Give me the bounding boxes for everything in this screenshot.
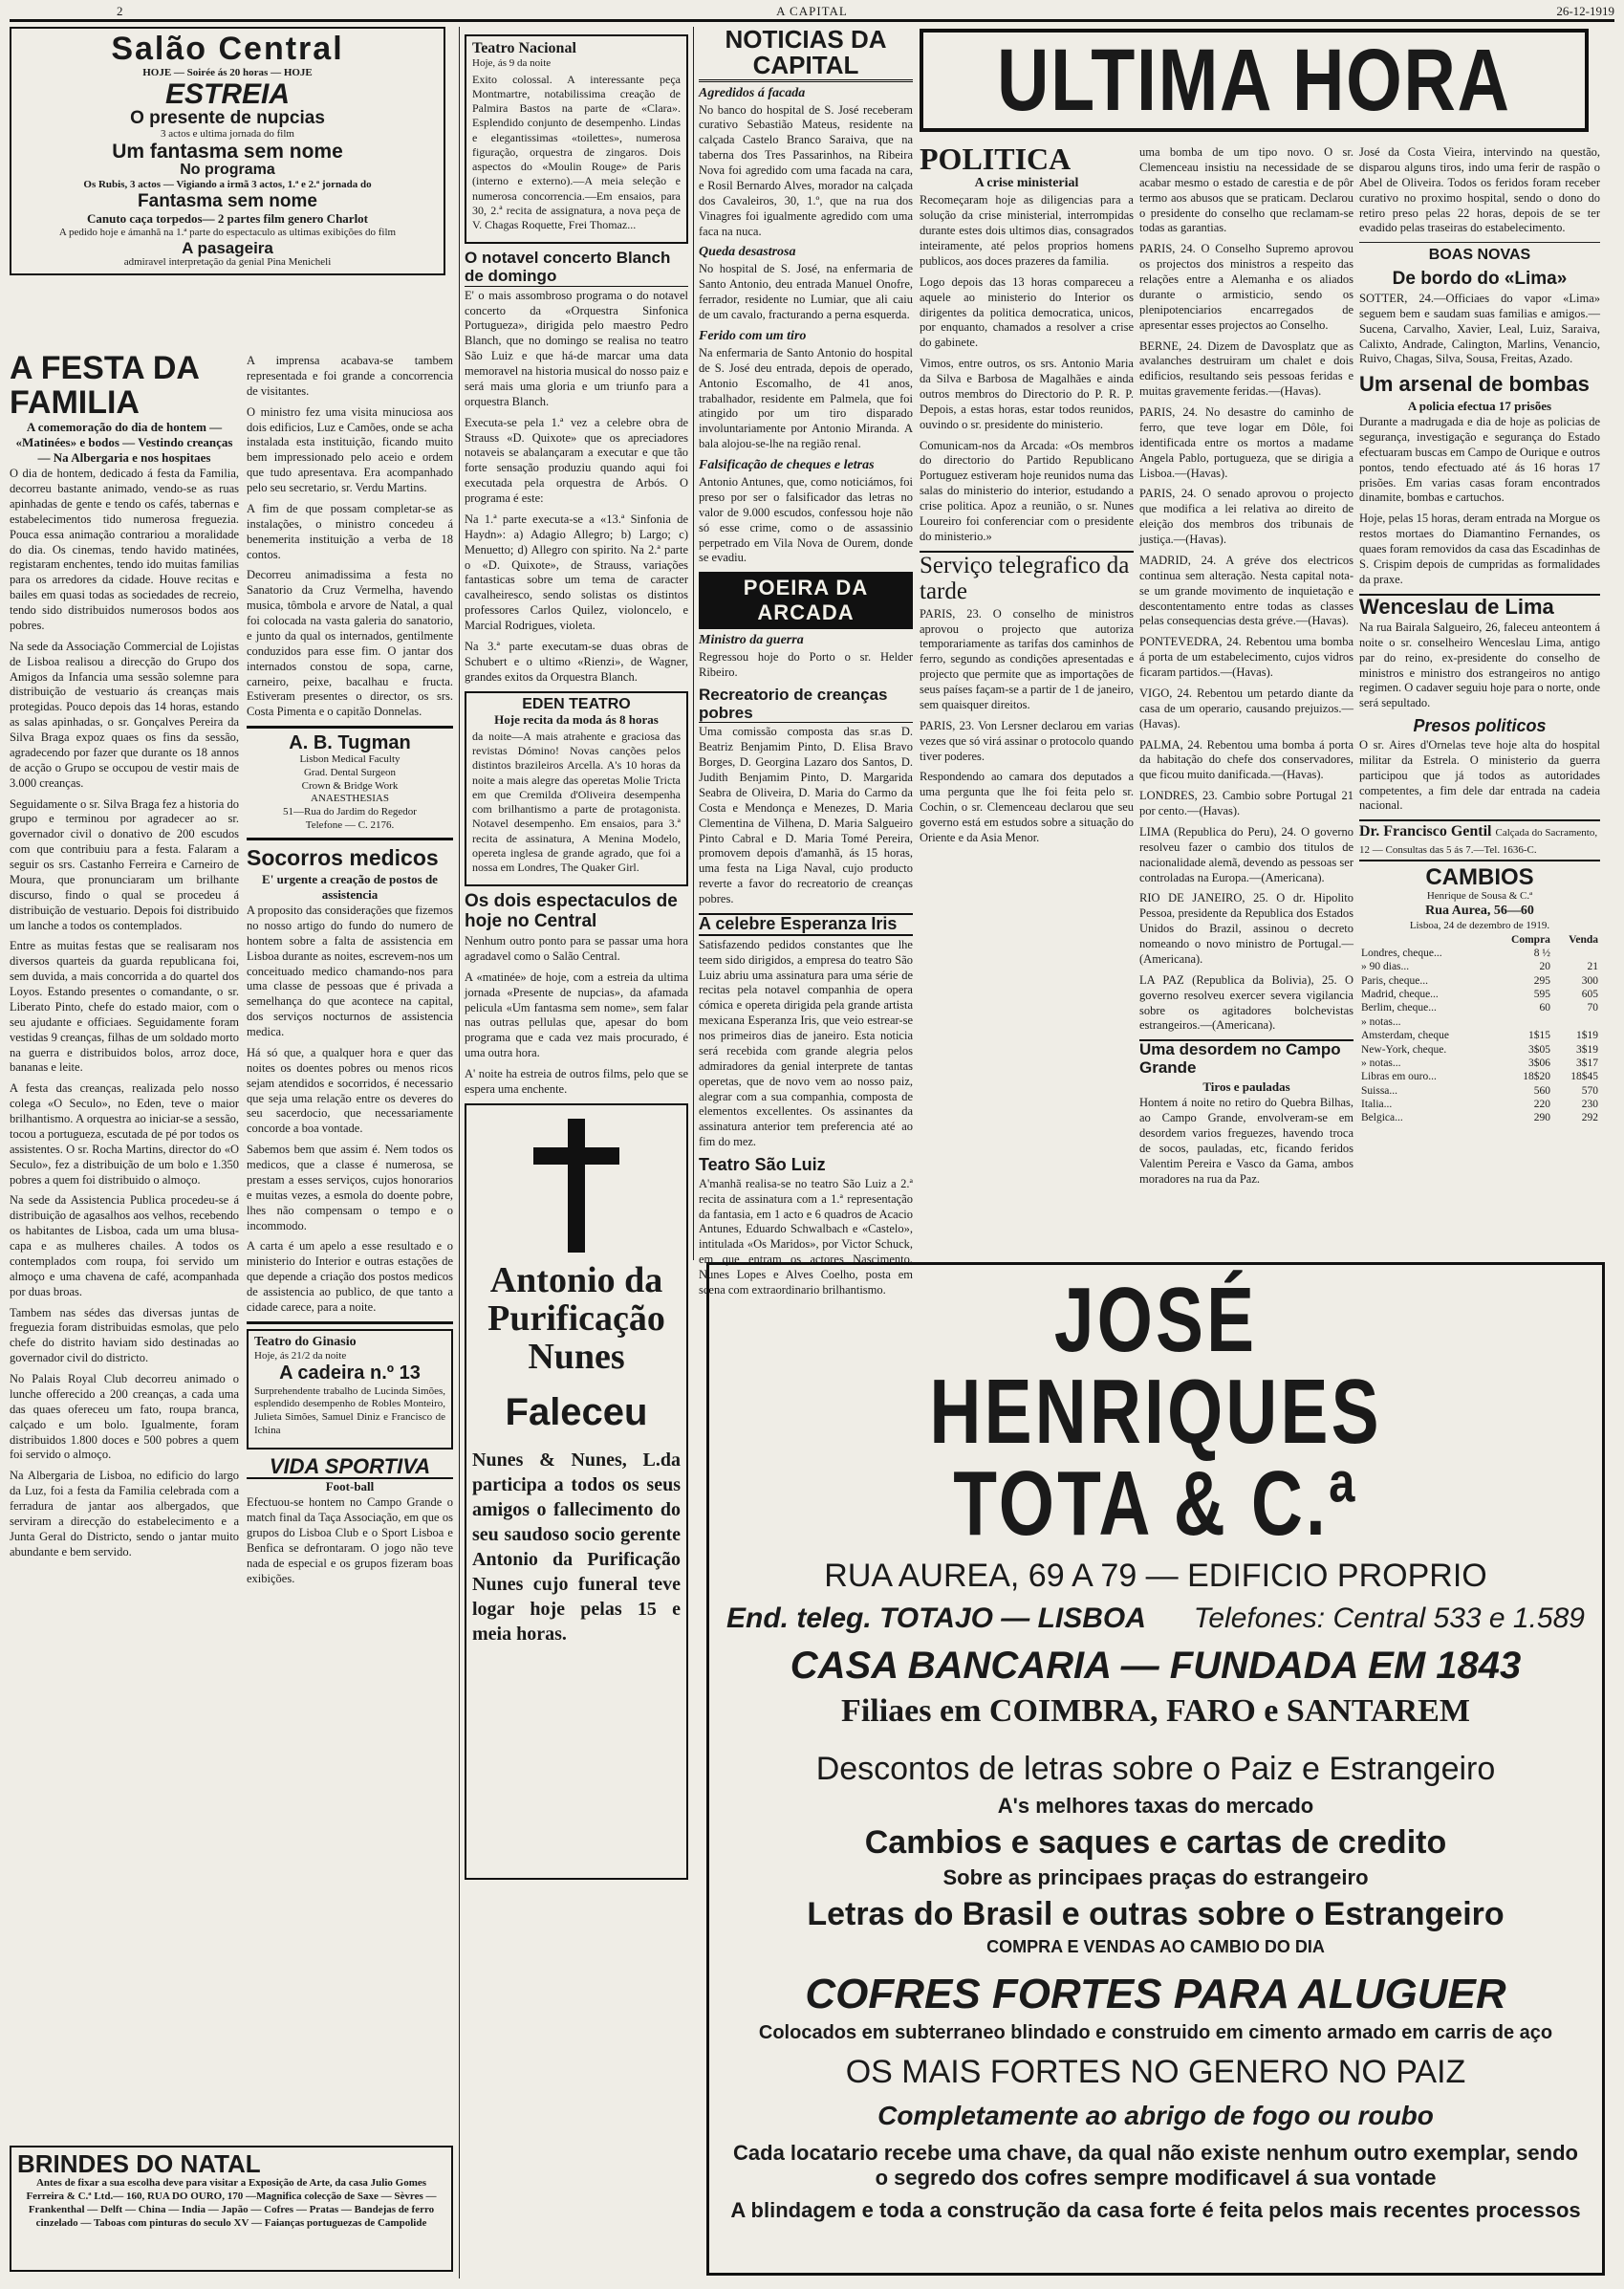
article-paragraph: Respondendo ao camara dos deputados a uma pergunta que lhe foi feita pelo sr. Cochin, o sr. Clemenceau declarou que seu governo está em estudos sobre a situação do Oriente e da Asia Menor. xyxy=(920,770,1134,844)
nacional-hoje: Hoje, ás 9 da noite xyxy=(472,57,552,69)
crise-heading: A crise ministerial xyxy=(974,175,1079,190)
article-paragraph: A fim de que possam completar-se as instalações, o ministro concedeu á benemerita instituição a verba de 18 contos. xyxy=(247,501,453,561)
programme-line: admiravel interpretação da genial Pina Menicheli xyxy=(123,256,332,269)
article-paragraph: Na enfermaria de Santo Antonio do hospital de S. José deu entrada, depois de operado, Antonio Escomalho, de 41 anos, trabalhador, residente em Palmela, que foi atingido por um tiro disparado involuntariamente por Antonio Miranda. A bala alojou-se-lhe na região renal. xyxy=(699,345,913,451)
article-paragraph: Na 1.ª parte executa-se a «13.ª Sinfonia de Haydn»: a) Adagio Allegro; b) Largo; c) Menuetto; d) Allegro con spirito. Na 2.ª parte o «D. Quixote», de Strauss, variações fantasticas sobre um tema de caracter cavalheiresco, sendo solistas os distintos professores Carlos Quilez, violoncelo, e Marcial Rodrigues, violeta. xyxy=(465,512,688,633)
cell: 230 xyxy=(1581,1099,1598,1111)
cell xyxy=(1491,1015,1552,1029)
article-paragraph: Satisfazendo pedidos constantes que lhe teem sido dirigidos, a empresa do teatro São Luiz abriu uma assinatura para uma série de recitas pela notavel companhia de opera cómica e opereta dirigida pela grande artista mexicana Esperanza Iris, que veio estrear-se nos primeiros dias de janeiro. Esta noticia será recebida com grande alegria pelos admiradores da genial interprete de tantas operetas, que de novo vem ao nosso paiz, alegrar com a sua companhia, composta de elementos excellentes. Os assinantes da assinatura anterior tem preferencia até ao fim do mez. xyxy=(699,937,913,1149)
table-row xyxy=(1359,974,1600,988)
nacional-text: Exito colossal. A interessante peça Montmartre, notabilissima creação de Palmira Bastos na parte de «Clara». Esplendido conjunto de desempenho. Lindas e elegantissimas «toilettes», numerosa figuração, orquestra de zingaros. Dois aspectos do «Moulin Rouge» de Paris (interno e externo).—A meia seleção e numerosa concorrencia.—Em ensaios, para 30, 2.ª recita de assignatura, a nova peça de V. Chagas Roquette, Frei Thomaz... xyxy=(472,72,681,232)
news-heading: Falsificação de cheques e letras xyxy=(699,458,875,473)
bank-cambios: Cambios e saques e cartas de credito xyxy=(864,1824,1447,1861)
article-paragraph: MADRID, 24. A gréve dos electricos continua sem alteração. Nesta capital nota-se um grande movimento de inquietação e descontentamento entre todas as classes pelas consequencias desta gréve.—(Havas). xyxy=(1139,553,1353,628)
bank-telephones: Telefones: Central 533 e 1.589 xyxy=(1193,1602,1585,1634)
article-paragraph: PARIS, 23. Von Lersner declarou em varias vezes que só virá assinar o protocolo quando tiver poderes. xyxy=(920,718,1134,763)
cell: 605 xyxy=(1581,989,1598,1001)
tugman-ad xyxy=(247,733,453,833)
bank-abrigo: Completamente ao abrigo de fogo ou roubo xyxy=(877,2101,1434,2130)
desordem-title: Uma desordem no Campo Grande xyxy=(1139,1039,1353,1077)
tugman-title: A. B. Tugman xyxy=(289,732,411,754)
cell: Berlim, cheque... xyxy=(1361,1002,1437,1014)
gentil-ad xyxy=(1359,819,1600,861)
concerto-title: O notavel concerto Blanch de domingo xyxy=(465,250,688,286)
teatro-nacional-ad xyxy=(465,34,688,244)
cell: 290 xyxy=(1533,1112,1550,1124)
ginasio-ad xyxy=(247,1329,453,1450)
bank-founded: CASA BANCARIA — FUNDADA EM 1843 xyxy=(790,1645,1522,1687)
eden-text: da noite—A mais atrahente e graciosa das revistas Dómino! Novas canções pelos distintos brazileiros Arcella. A's 10 horas da noite a mais alegre das operetas Molie Tricta em que Cremilda d'Oliveira desempenha com brilhantismo a parte de protagonista. Notavel desempenho. Em ensaios, para 3.ª recita de assinatura, A Menina Modelo, opereta inglesa de grande agrado, que foi a nossa em Londres, The Quaker Girl. xyxy=(472,729,681,875)
cell: 70 xyxy=(1587,1002,1598,1014)
cambios-title: CAMBIOS xyxy=(1425,864,1534,891)
tugman-line: ANAESTHESIAS xyxy=(311,793,389,805)
cell: Amsterdam, cheque xyxy=(1361,1030,1449,1042)
bordo-heading: De bordo do «Lima» xyxy=(1392,269,1568,290)
bank-colocados: Colocados em subterraneo blindado e construido em cimento armado em carris de aço xyxy=(758,2022,1553,2043)
cell: Madrid, cheque... xyxy=(1361,989,1439,1001)
article-paragraph: Nenhum outro ponto para se passar uma hora agradavel como o Salão Central. xyxy=(465,934,688,963)
faleceu: Faleceu xyxy=(505,1390,648,1433)
bank-descontos: Descontos de letras sobre o Paiz e Estrangeiro xyxy=(815,1751,1496,1787)
article-paragraph: Na sede da Assistencia Publica procedeu-se á distribuição de agasalhos aos velhos, recebendo os habitantes de Lisboa, cada um uma blusa-capa e as mulheres chailes. A todos os contemplados com roupa, foi servido um almoço e uma chavena de café, acompanhada por duas broas. xyxy=(10,1193,239,1298)
table-row xyxy=(1359,1015,1600,1029)
cell: Paris, cheque... xyxy=(1361,974,1428,987)
salao-title: Salão Central xyxy=(111,31,344,67)
cambios-date: Lisboa, 24 de dezembro de 1919. xyxy=(1409,919,1550,931)
article-paragraph: Sabemos bem que assim é. Nem todos os medicos, que a classe é numerosa, se prestam a esses serviços, cujos honorarios e muitas vezes, a esmola do doente pobre, lhes não compensam o tempo e o incommodo. xyxy=(247,1143,453,1232)
article-paragraph: BERNE, 24. Dizem de Davosplatz que as avalanches destruiram um chalet e dois edificios, resultando seis pessoas feridas e muitas gravemente feridas.—(Havas). xyxy=(1139,338,1353,399)
cell: Libras em ouro... xyxy=(1361,1071,1437,1083)
eden-hoje: Hoje recita da moda ás 8 horas xyxy=(494,712,659,728)
column-3 xyxy=(465,27,688,2279)
page-number: 2 xyxy=(117,4,123,18)
article-paragraph: RIO DE JANEIRO, 25. O dr. Hipolito Pessoa, presidente da Republica dos Estados Unidos do Brazil, assinou o decreto nomeando o novo ministro de Portugal.—(Americana). xyxy=(1139,891,1353,966)
article-paragraph: No banco do hospital de S. José receberam curativo Sebastião Mateus, residente na calçada Castelo Branco Saraiva, que na taberna dos Tres Passarinhos, na Ribeira Nova foi agredido com uma facada na cara, e Rosil Bernardo Alves, morador na calçada dos Cavaleiros, 30, 1.º, que na rua dos Vinagres foi igualmente agredido com uma faca na nuca. xyxy=(699,102,913,238)
film-title: Fantasma sem nome xyxy=(138,190,317,211)
noticias-title: NOTICIAS DA CAPITAL xyxy=(699,27,913,82)
article-paragraph: José da Costa Vieira, intervindo na questão, disparou alguns tiros, indo uma ferir de raspão o Abel de Oliveira. Todos os feridos foram receber curativo no proximo hospital, sendo o dono do retiro preso pelas 22 horas, depois de se ter evadido pelas traseiras do estabelecimento. xyxy=(1359,145,1600,235)
eden-ad xyxy=(465,691,688,887)
cell: New-York, cheque. xyxy=(1361,1043,1447,1056)
dois-espectaculos-title: Os dois espectaculos de hoje no Central xyxy=(465,891,678,932)
vida-sportiva-title: VIDA SPORTIVA xyxy=(247,1455,453,1479)
article-paragraph: Vimos, entre outros, os srs. Antonio Maria da Silva e Barbosa de Magalhães e ainda outros membros do Directorio do P. R. P. Depois, a estas horas, estar todos reunidos, ouvindo o sr. presidente do ministerio. xyxy=(920,357,1134,431)
article-paragraph: PARIS, 23. O conselho de ministros aprovou o projecto que autoriza temporariamente as tarifas dos caminhos de ferro, segundo as condições apresentadas e projecto que permite que as importações de seus países façam-se a partir de 1 de janeiro, sem quaisquer direitos. xyxy=(920,606,1134,711)
tota-bank-ad xyxy=(706,1262,1605,2276)
bank-mais-fortes: OS MAIS FORTES NO GENERO NO PAIZ xyxy=(845,2054,1466,2090)
table-row xyxy=(1359,988,1600,1001)
article-paragraph: PARIS, 24. O senado aprovou o projecto que modifica a lei relativa ao direito de eleição dos membros dos tribunais de justiça.—(Havas). xyxy=(1139,487,1353,546)
cell xyxy=(1552,947,1600,960)
table-row xyxy=(1359,1098,1600,1111)
article-paragraph: Na 3.ª parte executam-se duas obras de Schubert e o ultimo «Rienzi», de Wagner, grandes exitos da Orquestra Blanch. xyxy=(465,639,688,684)
masthead xyxy=(10,4,1614,22)
cross-icon xyxy=(533,1119,619,1253)
cell: 292 xyxy=(1581,1112,1598,1124)
tugman-line: 51—Rua do Jardim do Regedor xyxy=(283,806,417,818)
article-paragraph: No Palais Royal Club decorreu animado o lunche offerecido a 200 creanças, a cada uma das quaes ofereceu um fato, roupa branca, calçado e um bolo. Igualmente, foram distribuidos 1.800 doces e 500 pobres a quem foi servido o almoço. xyxy=(10,1372,239,1462)
cell: 220 xyxy=(1533,1099,1550,1111)
bank-address: RUA AUREA, 69 A 79 — EDIFICIO PROPRIO xyxy=(824,1558,1487,1594)
socorros-subtitle: E' urgente a creação de postos de assistencia xyxy=(262,871,438,902)
article-paragraph: PARIS, 24. No desastre do caminho de ferro, que teve logar em Dôle, foi identificada entre os mortos a madame Angela Pablo, portugueza, que se dirigia a Lisboa.—(Havas). xyxy=(1139,405,1353,480)
presos-title: Presos politicos xyxy=(1413,716,1547,736)
article-paragraph: PARIS, 24. O Conselho Supremo aprovou os projectos dos ministros a respeito das relações entre a Alemanha e os aliados durante o armisticio, sendo os plenipotenciarios encarregados de apresentar esses projectos ao Conselho. xyxy=(1139,242,1353,332)
article-paragraph: Seguidamente o sr. Silva Braga fez a historia do grupo e terminou por agradecer ao sr. governador civil o donativo de 200 escudos com que contribuiu para a festa. Falaram a seguir os srs. Castanho Ferreira e Carneiro de Moura, que pronunciaram um brilhante discurso, findo o qual se procedeu á distribuição de vestuario. Depois foi distribuido um lanche a todos os contemplados. xyxy=(10,796,239,932)
article-paragraph: A carta é um apelo a esse resultado e o ministerio do Interior e outras estações de que depende a criação dos postos medicos de assistencia ao publico, de que tanto a cidade carece, para a noite. xyxy=(247,1239,453,1314)
cell: 60 xyxy=(1539,1002,1550,1014)
salao-hoje: HOJE — Soirée ás 20 horas — HOJE xyxy=(142,66,313,78)
cell: 21 xyxy=(1587,961,1598,973)
eden-title: EDEN TEATRO xyxy=(522,695,631,712)
cell: Suissa... xyxy=(1361,1084,1398,1097)
obituary-name: Antonio da Purificação Nunes xyxy=(487,1259,665,1377)
saoluiz-title: Teatro São Luiz xyxy=(699,1155,826,1175)
bank-compra: COMPRA E VENDAS AO CAMBIO DO DIA xyxy=(986,1937,1325,1956)
column-7 xyxy=(1359,143,1600,1253)
film-sub: No programa xyxy=(180,162,275,179)
cambios-firm: Henrique de Sousa & C.ª xyxy=(1426,889,1533,902)
column-5 xyxy=(920,143,1134,1253)
bank-letras: Letras do Brasil e outras sobre o Estrangeiro xyxy=(807,1896,1505,1932)
table-row xyxy=(1359,1084,1600,1098)
bank-locatario: Cada locatario recebe uma chave, da qual não existe nenhum outro exemplar, sendo o segredo dos cofres sempre modificavel á sua vontade xyxy=(733,2141,1578,2190)
socorros-title: Socorros medicos xyxy=(247,844,439,870)
article-paragraph: Comunicam-nos da Arcada: «Os membros do directorio do Partido Republicano Portuguez estiveram hoje reunidos numa das salas do ministerio do interior, estudando a crise politica. Apoz a reunião, o sr. Nunes Loureiro foi conferenciar com o presidente do ministerio.» xyxy=(920,438,1134,543)
newspaper-name: A CAPITAL xyxy=(776,4,848,18)
news-heading: Agredidos á facada xyxy=(699,85,806,100)
article-paragraph: O sr. Aires d'Ornelas teve hoje alta do hospital militar da Estrela. O ministerio da guerra participou que já todos as autoridades competentes, a fim dele dar entrada na cadeia nacional. xyxy=(1359,737,1600,813)
cell: 3$17 xyxy=(1576,1057,1598,1069)
column-2 xyxy=(247,352,453,2140)
ginasio-text: Surprehendente trabalho de Lucinda Simões, esplendido desempenho de Robles Monteiro, Julieta Simões, Samuel Diniz e Francisco de Ichina xyxy=(254,1384,445,1436)
article-paragraph: Recomeçaram hoje as diligencias para a solução da crise ministerial, interrompidas durante estes dois ultimos dias, consagrados inteiramente, até pelos proprios homens publicos, aos doces prazeres da familia. xyxy=(920,193,1134,268)
article-paragraph: Uma comissão composta das sr.as D. Beatriz Benjamim Pinto, D. Elisa Bravo Borges, D. Georgina Lazaro dos Santos, D. Judith Benjamim Pinto, D. Margarida Seabra de Oliveira, D. Maria do Carmo da Costa e Mendonça e Menezes, D. Maria Clementina de Vilhena, D. Maria Salgueiro Pinto Cabral e D. Maria Tomé Pereira, promovem depois d'amanhã, ás 15 horas, uma festa na Liga Naval, cujo producto reverte a favor do recreatorio de creanças pobres. xyxy=(699,725,913,906)
bank-pracas: Sobre as principaes praças do estrangeiro xyxy=(942,1865,1369,1889)
tugman-line: Lisbon Medical Faculty xyxy=(299,753,401,766)
table-row xyxy=(1359,1001,1600,1014)
ginasio-title: Teatro do Ginasio xyxy=(254,1334,357,1349)
article-paragraph: Na rua Bairala Salgueiro, 26, faleceu anteontem á noite o sr. conselheiro Wenceslau Lima, antigo par do reino, ex-presidente do conselho de ministros e ministro dos estrangeiros no antigo regimen. O cadaver seguiu hoje para o norte, onde será sepultado. xyxy=(1359,620,1600,710)
cell: Londres, cheque... xyxy=(1361,947,1442,959)
bank-contacts xyxy=(726,1602,1585,1635)
ginasio-play: A cadeira n.º 13 xyxy=(279,1362,421,1384)
wenceslau-title: Wenceslau de Lima xyxy=(1359,594,1600,619)
football-heading: Foot-ball xyxy=(325,1478,375,1493)
bank-branches: Filiaes em COIMBRA, FARO e SANTAREM xyxy=(841,1693,1470,1729)
table-header xyxy=(1359,933,1491,947)
cell: 1$19 xyxy=(1576,1030,1598,1042)
ultima-hora-header xyxy=(920,29,1589,132)
article-paragraph: VIGO, 24. Rebentou um petardo diante da casa de um operario, causando prejuizos.—(Havas). xyxy=(1139,686,1353,730)
article-paragraph: Decorreu animadissima a festa no Sanatorio da Cruz Vermelha, havendo musica, tômbola e arvore de Natal, a qual foi colocada na vasta galeria do sanatorio, e junto da qual os internados, gentilmente conduzidos para esse fim. O jantar dos internados constou de sopa, carne, carneiro, peixe, bacalhau e fructa. Estiveram presentes o director, os srs. Costa Pimenta e o capitão Donnelas. xyxy=(247,568,453,719)
article-paragraph: LIMA (Republica do Peru), 24. O governo resolveu fazer o cambio dos titulos de nacionalidade alemã, devendo as pessoas ser controladas na Europa.—(Americana). xyxy=(1139,824,1353,884)
table-row xyxy=(1359,1029,1600,1042)
programme-line: A pedido hoje e ámanhã na 1.ª parte do espectaculo as ultimas exibições do film xyxy=(58,226,397,238)
cell: 3$05 xyxy=(1527,1043,1550,1056)
article-paragraph: Logo depois das 13 horas compareceu a aquele ao ministerio do Interior os dirigentes da politica democratica, unicos, por enquanto, chamados a resolver a crise do gabinete. xyxy=(920,274,1134,350)
film-note: 3 actos e ultima jornada do film xyxy=(161,128,294,141)
article-paragraph: SOTTER, 24.—Officiaes do vapor «Lima» seguem bem e saudam suas familias e amigos.—Sucena, Carvalho, Xavier, Leal, Luiz, Saraiva, Calixto, Andrade, Calington, Marlins, Venancio, Ruivo, Chagas, Silva, Sousa, Freitas, Azado. xyxy=(1359,291,1600,366)
article-paragraph: uma bomba de um tipo novo. O sr. Clemenceau insistiu na necessidade de se acabar mesmo o estado de carestia e de pôr termo aos abusos que se praticam. Declarou o presidente do conselho que reclamam-se todas as garantias. xyxy=(1139,145,1353,235)
article-paragraph: Na sede da Associação Commercial de Lojistas de Lisboa realisou a direcção do Grupo dos Amigos da Infancia uma sessão solemne para distribuição de vestuario ás creanças mais protegidas. Pouco depois das 14 horas, estando as salas apinhadas, o sr. Gonçalves Pereira da Silva Braga expoz quaes os fins da sessão, agradecendo por fazer que durante os 18 annos de acção o Grupo se occupou de vestir mais de 3.000 creanças. xyxy=(10,639,239,790)
esperanza-title: A celebre Esperanza Iris xyxy=(699,913,913,936)
tugman-line: Grad. Dental Surgeon xyxy=(303,766,397,778)
article-paragraph: Regressou hoje do Porto o sr. Helder Ribeiro. xyxy=(699,650,913,680)
news-heading: Ministro da guerra xyxy=(699,633,804,648)
article-paragraph: LONDRES, 23. Cambio sobre Portugal 21 por cento.—(Havas). xyxy=(1139,789,1353,818)
column-4 xyxy=(699,25,913,1297)
arsenal-subtitle: A policia efectua 17 prisões xyxy=(1407,398,1552,413)
table-row xyxy=(1359,1057,1600,1070)
article-paragraph: O dia de hontem, dedicado á festa da Familia, decorreu bastante animado, vendo-se as ruas apinhadas de gente e tendo os cafés, tabernas e estabelecimentos tido numerosa freguezia. Pouca essa animação contrariou a moralidade do dia. Os cinemas, tendo havido matinées, registaram enchentes, tendo ido muitas familias para os arredores da cidade. Houve recitas e bailes em quasi todas as sociedades de recreio, tendo sido distribuidos numerosos bodos aos pobres. xyxy=(10,467,239,632)
article-paragraph: O ministro fez uma visita minuciosa aos dois edificios, Luz e Camões, onde se acha instalada esta instituição, ficando muito bem impressionado pelo aceio e ordem que tudo apresentava. Era acompanhado pelo seu secretario, sr. Verdu Martins. xyxy=(247,404,453,494)
brindes-title: BRINDES DO NATAL xyxy=(17,2149,261,2178)
arsenal-title: Um arsenal de bombas xyxy=(1359,372,1590,397)
article-paragraph: A proposito das considerações que fizemos no nosso artigo do fundo do numero de hontem sobre a falta de assistencia em Lisboa durante as noites, escrevem-nos um conceituado medico chamando-nos para uma classe de pessoas que é privada a semelhança do que acontece na capital, dos serviços nocturnos de assistencia medica. xyxy=(247,904,453,1039)
table-row xyxy=(1359,933,1600,947)
cell: 8 ½ xyxy=(1533,947,1550,959)
article-paragraph: PALMA, 24. Rebentou uma bomba á porta da habitação do chefe dos conservadores, que ficou muito danificada.—(Havas). xyxy=(1139,737,1353,782)
article-paragraph: A festa das creanças, realizada pelo nosso colega «O Seculo», no Eden, teve o maior brilhantismo. A orquestra ao iniciar-se a sessão, tocou a portugueza, escutada de pé por todos os assistentes. O sr. Rocha Martins, director do «O Seculo», fez a distribuição de um bolo e 1.350 pobres a quem foi distribuido o almoço. xyxy=(10,1081,239,1187)
table-header: Venda xyxy=(1569,933,1598,946)
cell: 300 xyxy=(1581,974,1598,987)
obituary-text: Nunes & Nunes, L.da participa a todos os seus amigos o fallecimento do seu saudoso socio gerente Antonio da Purificação Nunes cujo funeral teve logar hoje pelas 15 e meia horas. xyxy=(472,1449,681,1645)
festa-title: A FESTA DA FAMILIA xyxy=(10,350,199,421)
salao-central-ad xyxy=(10,27,445,275)
table-row xyxy=(1359,1111,1600,1124)
servico-telegrafico-title: Serviço telegrafico da tarde xyxy=(920,551,1134,605)
table-row xyxy=(1359,1043,1600,1057)
article-paragraph: Durante a madrugada e dia de hoje as policias de segurança, investigação e segurança do Estado efectuaram buscas em Campo de Ourique e outros pontos, tendo efectuado até ás 16 horas 17 prisões. Em varias casas foram encontrados dinamite, bombas e cartuchos. xyxy=(1359,415,1600,505)
boas-novas-title: BOAS NOVAS xyxy=(1428,247,1531,264)
tugman-line: Crown & Bridge Work xyxy=(301,779,399,792)
estreia: ESTREIA xyxy=(164,77,291,110)
bank-telegraph: End. teleg. TOTAJO — LISBOA xyxy=(726,1602,1146,1634)
column-6 xyxy=(1139,143,1353,1253)
cell: 1$15 xyxy=(1527,1030,1550,1042)
article-paragraph: Hontem á noite no retiro do Quebra Bilhas, ao Campo Grande, envolveram-se em desordem varios freguezes, havendo troca de socos, pauladas, etc, ficando feridos Valentim Pereira e Vasco da Gama, ambos moradores na rua da Paz. xyxy=(1139,1096,1353,1186)
obituary-ad xyxy=(465,1103,688,1880)
cell: 18$20 xyxy=(1523,1071,1550,1083)
bank-title: JOSÉ HENRIQUES TOTA & C.ª xyxy=(929,1269,1382,1555)
news-heading: Ferido com um tiro xyxy=(699,328,807,343)
table-row xyxy=(1359,960,1600,973)
article-paragraph: A' noite ha estreia de outros films, pelo que se espera uma enchente. xyxy=(465,1067,688,1096)
article-paragraph: Antonio Antunes, que, como noticiámos, foi preso por ser o falsificador das letras no valor de 9.000 escudos, confessou hoje não só esse crime, como o de assassinio perpetrado em Vila Nova de Ourem, donde se evadiu. xyxy=(699,475,913,565)
table-row xyxy=(1359,1070,1600,1083)
article-paragraph: No hospital de S. José, na enfermaria de Santo Antonio, deu entrada Manuel Onofre, ferrador, residente no Lumiar, que ali caiu de um cavalo, fracturando a perna esquerda. xyxy=(699,262,913,322)
cell: 560 xyxy=(1533,1084,1550,1097)
article-paragraph: Tambem nas sédes das diversas juntas de freguezia foram distribuidas esmolas, que pelo chefe do distrito haviam sido destinadas ao governador civil do districto. xyxy=(10,1305,239,1365)
article-paragraph: Efectuou-se hontem no Campo Grande o match final da Taça Associação, em que os grupos do Lisboa Club e o Sport Lisboa e Benfica se defrontaram. O jogo não teve nada de especial e os grupos fizeram boas exibições. xyxy=(247,1495,453,1585)
gentil-name: Dr. Francisco Gentil xyxy=(1359,823,1492,840)
article-paragraph: Entre as muitas festas que se realisaram nos diversos quarteis da guarda republicana foi, sem duvida, a mais concorrida a do quartel dos Loyos. Estando presentes o comandante, o sr. Liberato Pinto, chefe do estado maior, com o seu ajudante e officiaes. Seguidamente foram vestidas 9 creanças, filhas de um soldado morto na guerra e distribuidos bolos, arroz doce, bananas e leite. xyxy=(10,939,239,1075)
column-rule xyxy=(693,27,694,1260)
ginasio-hoje: Hoje, ás 21/2 da noite xyxy=(254,1349,347,1362)
ultima-hora-title: ULTIMA HORA xyxy=(997,31,1511,129)
brindes-text: Antes de fixar a sua escolha deve para visitar a Exposição de Arte, da casa Julio Gomes Ferreira & C.ª Ltd.— 160, RUA DO OURO, 170 —Magnifica colecção de Saxe — Sèvres — Frankenthal — Delft — China — India — Japão — Cofres — Pratas — Bandejas de ferro cinzelado — Taboas com pinturas do seculo XV — Faianças portuguezas de Campolide xyxy=(26,2177,437,2229)
cell: 595 xyxy=(1533,989,1550,1001)
article-paragraph: Na Albergaria de Lisboa, no edificio do largo da Luz, foi a festa da Familia celebrada com a ferradura de jantar aos albergados, que serviram a direcção do estabelecimento e a Junta Geral do Districto, sendo o jantar muito abundante e bem servido. xyxy=(10,1469,239,1559)
article-paragraph: Hoje, pelas 15 horas, deram entrada na Morgue os restos mortaes do Diamantino Fernandes, os quaes foram removidos da casa das Escadinhas de S. Crispim depois de cumpridas as formalidades da praxe. xyxy=(1359,512,1600,586)
cell: 3$19 xyxy=(1576,1043,1598,1056)
recreatorio-title: Recreatorio de creanças pobres xyxy=(699,687,913,723)
cell: Italia... xyxy=(1361,1099,1393,1111)
cell: » notas... xyxy=(1361,1057,1401,1069)
programme-line: Canuto caça torpedos— 2 partes film genero Charlot xyxy=(86,210,369,226)
article-paragraph: A'manhã realisa-se no teatro São Luiz a 2.ª recita de assinatura com a 1.ª representação da fantasia, em 1 acto e 6 quadros de Acacio Antunes, Eduardo Schwalbach e «Castelo», intitulada «Os Maridos», por Victor Schuck, em que entram os actores Nascimento, Nunes Lopes e Alves Coelho, posta em scena com extraordinario brilhantismo. xyxy=(699,1176,913,1297)
brindes-ad xyxy=(10,2146,453,2272)
column-rule xyxy=(459,27,460,2278)
nacional-title: Teatro Nacional xyxy=(472,40,576,56)
bank-blindagem: A blindagem e toda a construção da casa forte é feita pelos mais recentes processos xyxy=(730,2198,1581,2222)
festa-subtitle: A comemoração do dia de hontem — «Matinées» e bodos — Vestindo creanças — Na Albergaria e nos hospitaes xyxy=(15,420,233,465)
bank-taxas: A's melhores taxas do mercado xyxy=(997,1794,1314,1818)
cell: 18$45 xyxy=(1570,1071,1598,1083)
table-row xyxy=(1359,947,1600,960)
article-paragraph: PONTEVEDRA, 24. Rebentou uma bomba á porta de um estabelecimento, cujos vidros ficaram partidos.—(Havas). xyxy=(1139,635,1353,679)
programme-line: Os Rubis, 3 actos — Vigiando a irmã 3 actos, 1.ª e 2.ª jornada do xyxy=(83,178,372,190)
cambios-table xyxy=(1359,933,1600,1125)
cell: » 90 dias... xyxy=(1361,961,1410,973)
bank-cofres: COFRES FORTES PARA ALUGUER xyxy=(805,1971,1506,2017)
cambios-address: Rua Aurea, 56—60 xyxy=(1425,904,1534,919)
film-title: Um fantasma sem nome xyxy=(112,141,343,164)
politica-title: POLITICA xyxy=(920,142,1072,176)
news-heading: Queda desastrosa xyxy=(699,245,796,260)
article-paragraph: Há só que, a qualquer hora e quer das noites os doentes pobres ou menos ricos sejam atendidos e socorridos, é necessario que seja uma relação entre os deveres do seu sacerdocio, que necessariamente concorde a boa vontade. xyxy=(247,1045,453,1136)
poeira-arcada-banner: POEIRA DA ARCADA xyxy=(699,572,913,629)
cell: 570 xyxy=(1581,1084,1598,1097)
tugman-line: Telefone — C. 2176. xyxy=(305,818,395,831)
article-paragraph: E' o mais assombroso programa o do notavel concerto da «Orquestra Sinfonica Portugueza», dirigida pelo maestro Pedro Blanch, que no domingo se realisa no teatro São Luiz e que há-de marcar uma data memoravel na historia musical do nosso paiz e será mais uma gloria e um triunfo para a orquestra Blanch. xyxy=(465,288,688,408)
cell: 3$06 xyxy=(1527,1057,1550,1069)
cell xyxy=(1552,1015,1600,1029)
article-paragraph: Executa-se pela 1.ª vez a celebre obra de Strauss «D. Quixote» que os apreciadores notaveis se abalançaram a executar e que tão forte sensação produziu quando aqui foi executada pela orquestra de Arbós. O programa é este: xyxy=(465,415,688,506)
cell: Belgica... xyxy=(1361,1112,1403,1124)
article-paragraph: A imprensa acabava-se tambem representada e foi grande a concorrencia de visitantes. xyxy=(247,354,453,398)
article-paragraph: LA PAZ (Republica da Bolivia), 25. O governo resolveu exercer severa vigilancia sobre os agitadores bolchevistas estrangeiros.—(Americana). xyxy=(1139,972,1353,1033)
film-title: A pasageira xyxy=(182,238,273,257)
cell: » notas... xyxy=(1361,1015,1401,1028)
cell: 295 xyxy=(1533,974,1550,987)
issue-date: 26-12-1919 xyxy=(1556,4,1614,18)
article-paragraph: A «matinée» de hoje, com a estreia da ultima jornada «Presente de nupcias», da afamada pelicula «Um fantasma sem nome», sem falar nas outras pellulas que, apesar do bom programa que e cada vez mais procurado, é uma outra hora. xyxy=(465,970,688,1060)
tiros-heading: Tiros e pauladas xyxy=(1202,1079,1290,1094)
column-1-body xyxy=(10,352,239,2279)
table-header: Compra xyxy=(1511,933,1550,946)
cell: 20 xyxy=(1539,961,1550,973)
film-title: O presente de nupcias xyxy=(130,108,325,129)
gentil-sub: Calçada do Sacramento, 12 — Consultas das 5 ás 7.—Tel. 1636-C. xyxy=(1359,827,1598,857)
